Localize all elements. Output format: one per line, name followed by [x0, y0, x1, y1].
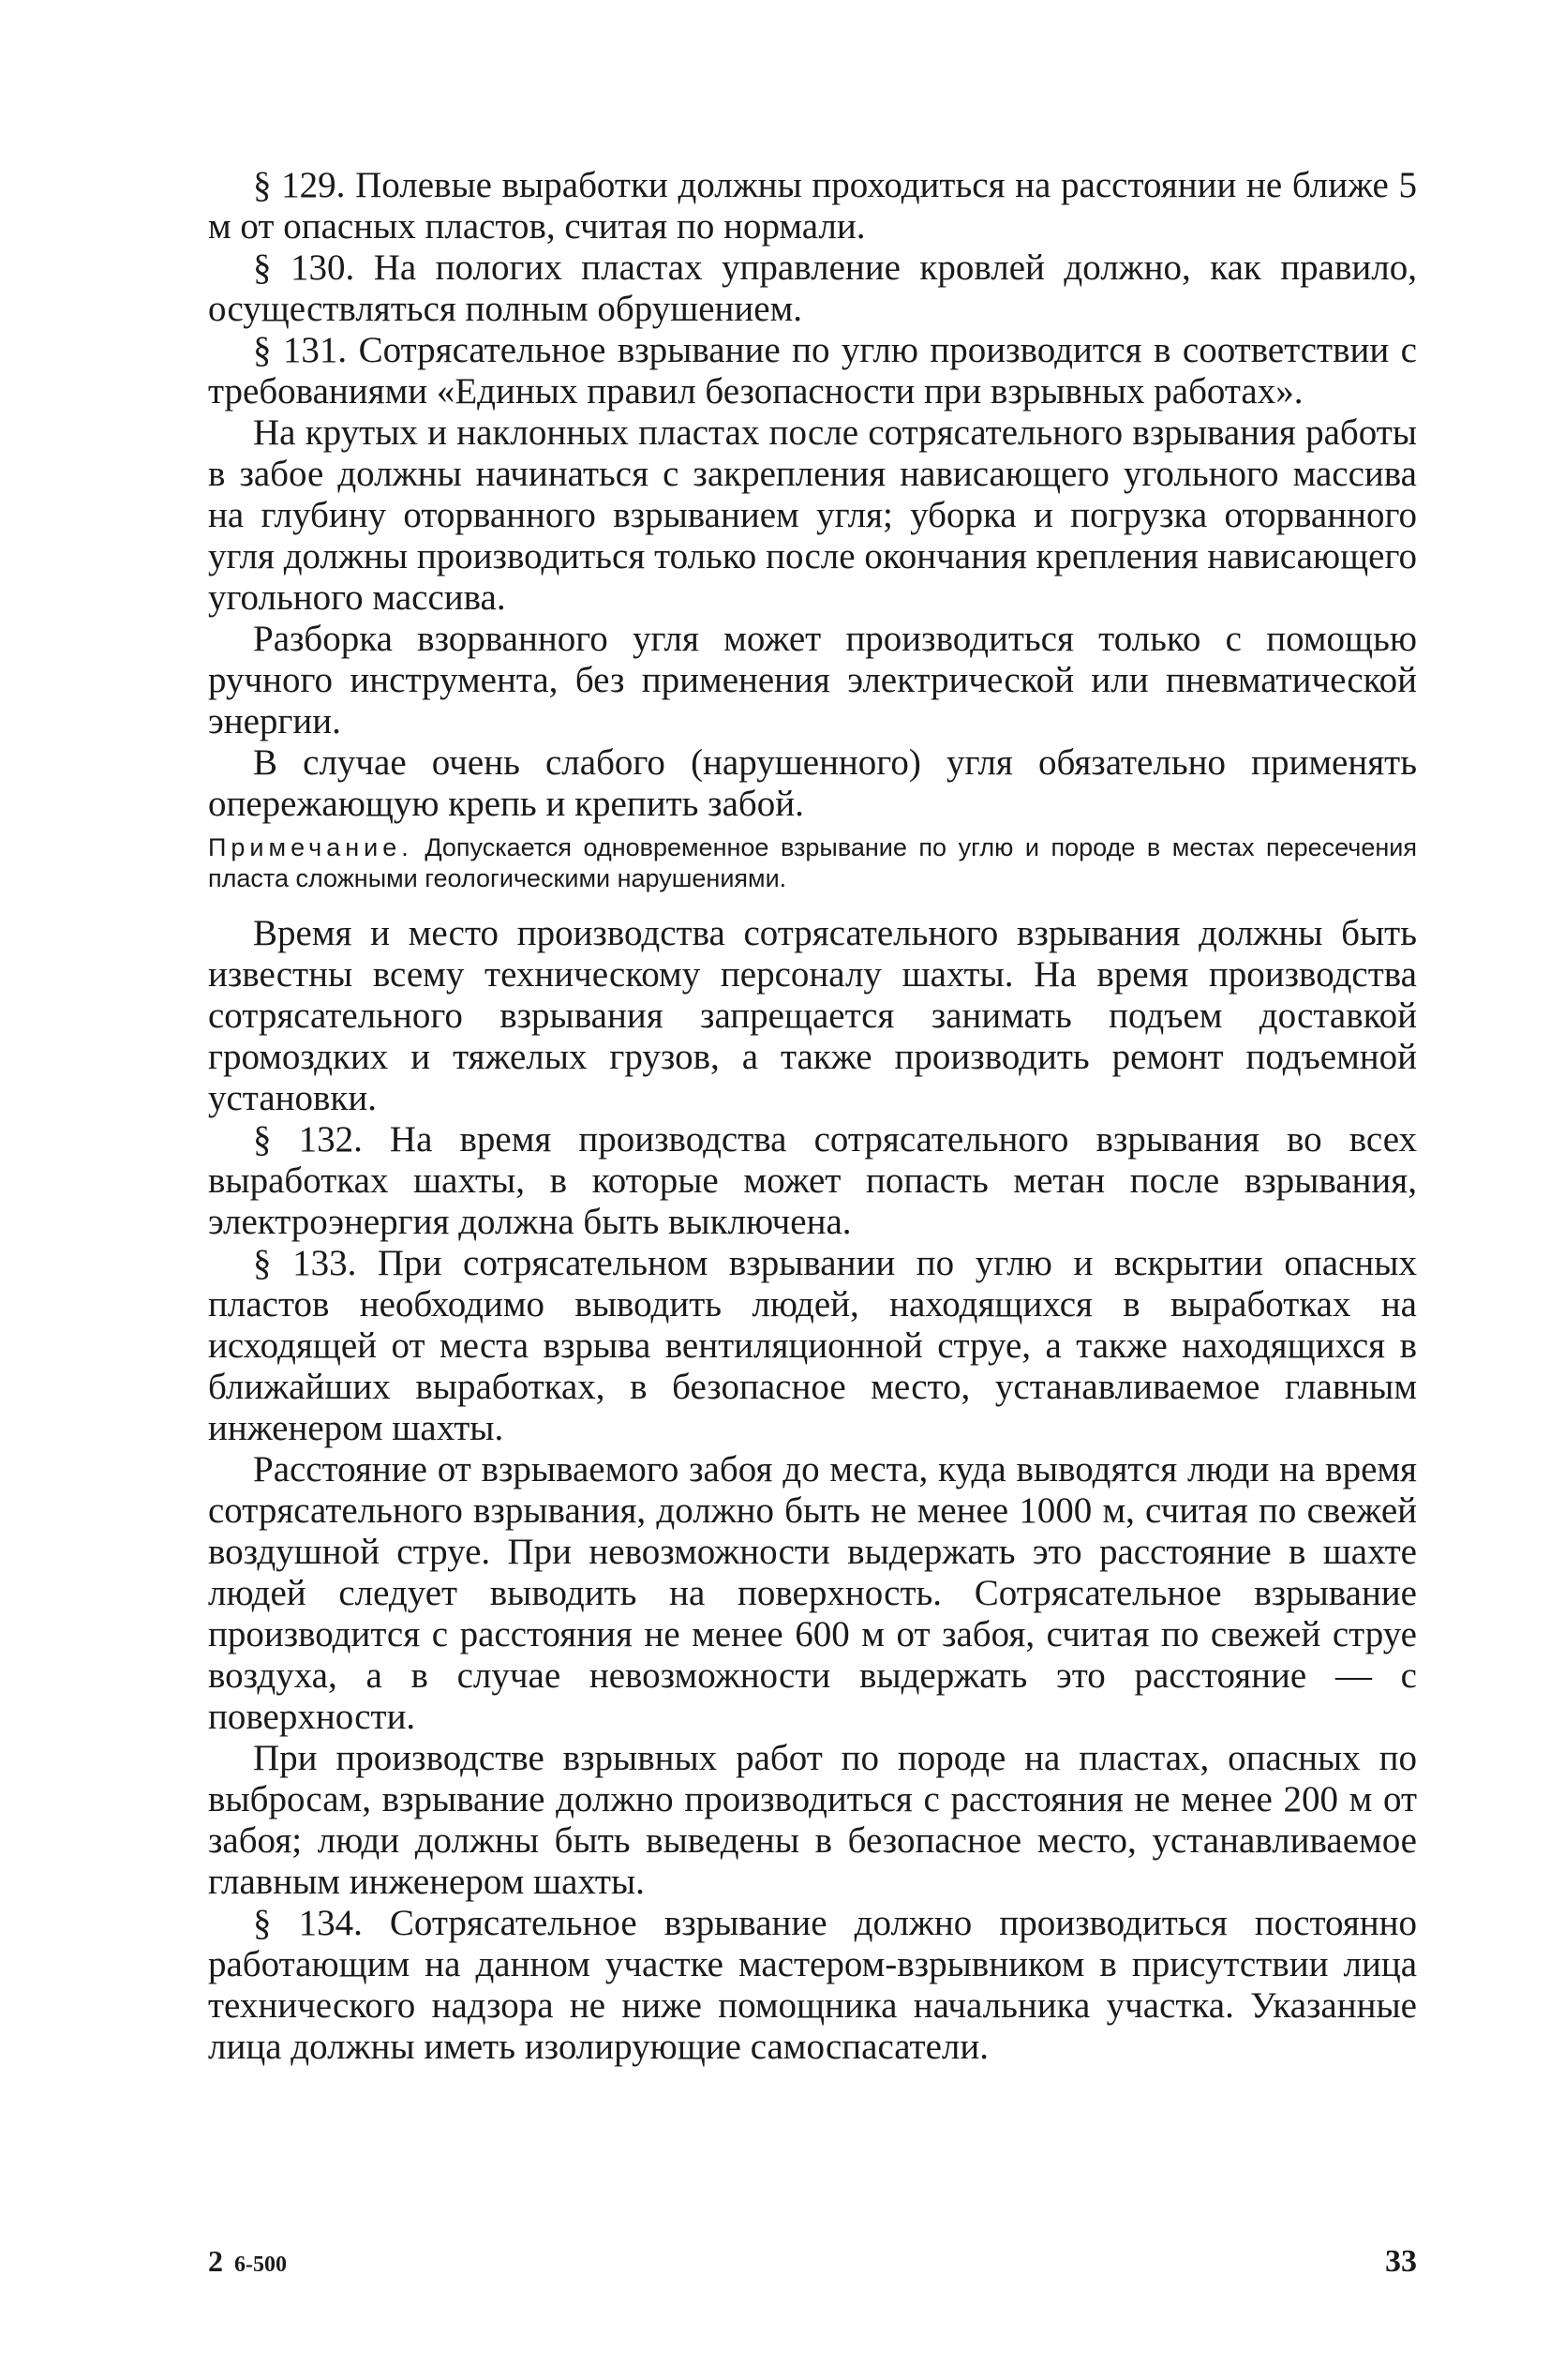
- paragraph-coal-removal: Разборка взорванного угля может производиться только с помощью ручного инструмента, без применения электрической или пневматической энергии.: [208, 619, 1417, 741]
- body-text: [208, 165, 1417, 2068]
- note-label: Примечание.: [208, 833, 413, 861]
- paragraph-time-place: Время и место производства сотрясательного взрывания должны быть известны всему техническому персоналу шахты. На время производства сотрясательного взрывания запрещается занимать подъем доставкой громоздких и тяжелых грузов, а также производить ремонт подъемной установки.: [208, 913, 1417, 1118]
- note-text: Допускается одновременное взрывание по углю и породе в местах пересечения пласта сложными геологическими нарушениями.: [208, 833, 1417, 892]
- page-footer: [208, 2244, 1417, 2291]
- page-number: 33: [1385, 2244, 1417, 2279]
- paragraph-132: § 132. На время производства сотрясательного взрывания во всех выработках шахты, в которые может попасть метан после взрывания, электроэнергия должна быть выключена.: [208, 1119, 1417, 1242]
- signature-mark: [208, 2244, 287, 2279]
- paragraph-rock-blasting: При производстве взрывных работ по породе на пластах, опасных по выбросам, взрывание должно производиться с расстояния не менее 200 м от забоя; люди должны быть выведены в безопасное место, устанавливаемое главным инженером шахты.: [208, 1738, 1417, 1902]
- paragraph-134: § 134. Сотрясательное взрывание должно производиться постоянно работающим на данном участке мастером-взрывником в присутствии лица технического надзора не ниже помощника начальника участка. Указанные лица должны иметь изолирующие самоспасатели.: [208, 1903, 1417, 2067]
- paragraph-steep-seams: На крутых и наклонных пластах после сотрясательного взрывания работы в забое должны начинаться с закрепления нависающего угольного массива на глубину оторванного взрыванием угля; уборка и погрузка оторванного угля должны производиться только после окончания крепления нависающего угольного массива.: [208, 412, 1417, 618]
- paragraph-weak-coal: В случае очень слабого (нарушенного) угля обязательно применять опережающую крепь и крепить забой.: [208, 742, 1417, 824]
- paragraph-131: § 131. Сотрясательное взрывание по углю производится в соответствии с требованиями «Единых правил безопасности при взрывных работах».: [208, 330, 1417, 412]
- paragraph-133: § 133. При сотрясательном взрывании по углю и вскрытии опасных пластов необходимо выводить людей, находящихся в выработках на исходящей от места взрыва вентиляционной струе, а также находящихся в ближайших выработках, в безопасное место, устанавливаемое главным инженером шахты.: [208, 1243, 1417, 1448]
- note: [208, 832, 1417, 894]
- paragraph-129: § 129. Полевые выработки должны проходиться на расстоянии не ближе 5 м от опасных пластов, считая по нормали.: [208, 165, 1417, 247]
- paragraph-distance: Расстояние от взрываемого забоя до места, куда выводятся люди на время сотрясательного взрывания, должно быть не менее 1000 м, считая по свежей воздушной струе. При невозможности выдержать это расстояние в шахте людей следует выводить на поверхность. Сотрясательное взрывание производится с расстояния не менее 600 м от забоя, считая по свежей струе воздуха, а в случае невозможности выдержать это расстояние — с поверхности.: [208, 1449, 1417, 1737]
- paragraph-130: § 130. На пологих пластах управление кровлей должно, как правило, осуществляться полным обрушением.: [208, 247, 1417, 329]
- signature-number: 2: [208, 2244, 223, 2278]
- signature-code: 6-500: [234, 2253, 287, 2277]
